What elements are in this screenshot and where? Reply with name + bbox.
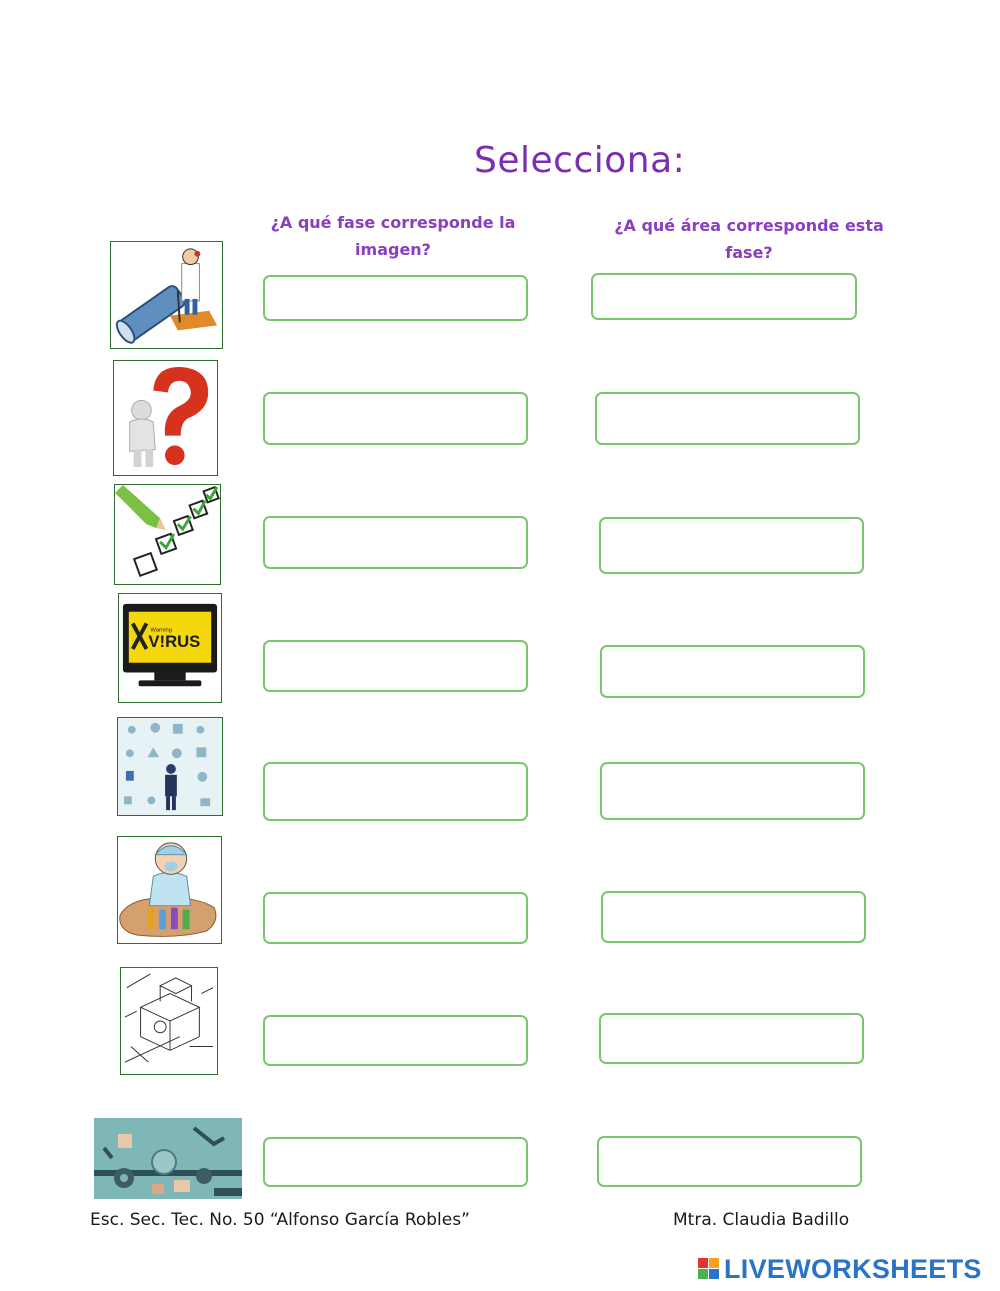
virus-warning-text: V!RUS <box>148 632 201 652</box>
area-answer-field[interactable] <box>599 1013 864 1064</box>
area-answer-field[interactable] <box>597 1136 862 1187</box>
area-answer-field[interactable] <box>600 762 865 820</box>
virus-warning-small-text: Warning <box>150 627 173 634</box>
page-title: Selecciona: <box>474 140 686 181</box>
phase-answer-field[interactable] <box>263 640 528 692</box>
phase-answer-field[interactable] <box>263 1137 528 1187</box>
phase-answer-field[interactable] <box>263 392 528 445</box>
lab-technician-image <box>117 836 222 944</box>
area-answer-field[interactable] <box>591 273 857 320</box>
phase-answer-field[interactable] <box>263 516 528 569</box>
area-answer-field[interactable] <box>600 645 865 698</box>
phase-answer-field[interactable] <box>263 892 528 944</box>
school-footer: Esc. Sec. Tec. No. 50 “Alfonso García Robles” <box>90 1210 470 1230</box>
factory-conveyor-image <box>94 1118 242 1199</box>
scientist-telescope-image <box>110 241 223 349</box>
technical-drawing-image <box>120 967 218 1075</box>
data-analysis-icons-image <box>117 717 223 816</box>
area-column-header: ¿A qué área corresponde esta fase? <box>614 216 884 262</box>
area-answer-field[interactable] <box>599 517 864 574</box>
checklist-pencil-image <box>114 484 221 585</box>
phase-column-header: ¿A qué fase corresponde la imagen? <box>270 213 516 259</box>
liveworksheets-wordmark: LIVEWORKSHEETS <box>724 1254 982 1284</box>
virus-warning-monitor-image <box>118 593 222 703</box>
phase-answer-field[interactable] <box>263 762 528 821</box>
phase-answer-field[interactable] <box>263 275 528 321</box>
area-answer-field[interactable] <box>595 392 860 445</box>
question-mark-figure-image <box>113 360 218 476</box>
teacher-footer: Mtra. Claudia Badillo <box>673 1210 850 1230</box>
phase-answer-field[interactable] <box>263 1015 528 1066</box>
liveworksheets-logo-icon <box>698 1258 720 1280</box>
area-answer-field[interactable] <box>601 891 866 943</box>
